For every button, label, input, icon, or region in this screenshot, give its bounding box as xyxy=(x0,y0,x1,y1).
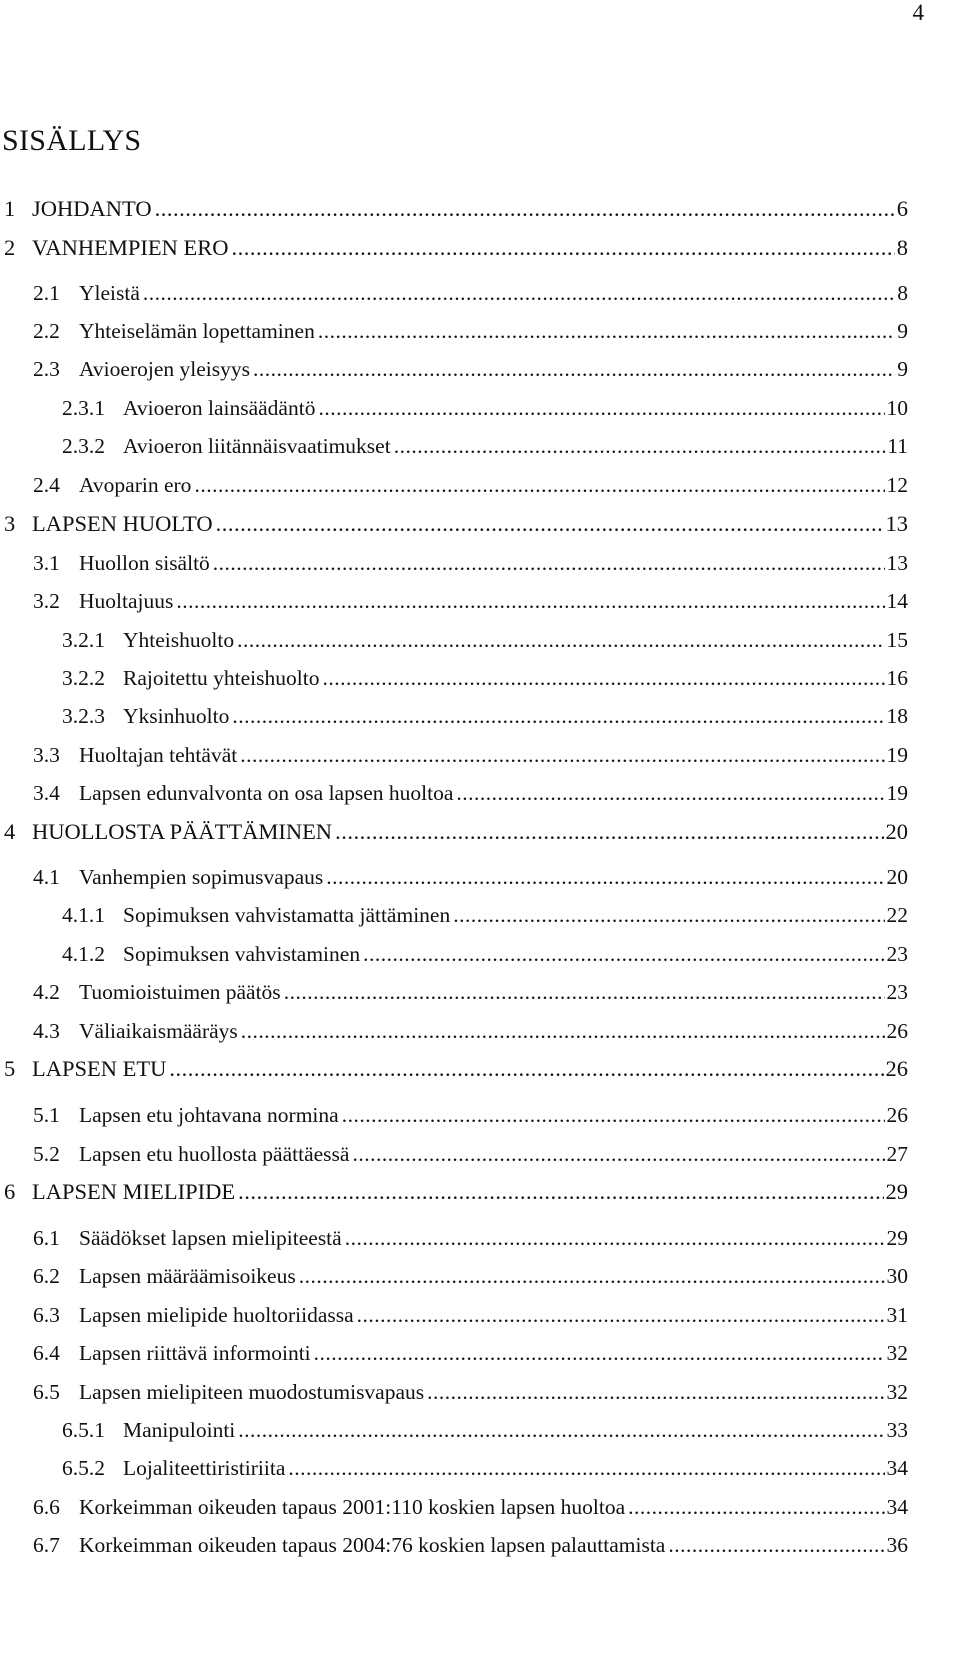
toc-entry[interactable] xyxy=(33,355,908,383)
toc-dot-leader xyxy=(427,1378,884,1406)
toc-dot-leader xyxy=(318,394,884,422)
toc-entry-title: Huoltajan tehtävät xyxy=(79,743,238,767)
toc-entry[interactable] xyxy=(33,1017,908,1045)
toc-entry-title: Lapsen mielipide huoltoriidassa xyxy=(79,1303,354,1327)
toc-entry-page: 13 xyxy=(886,551,908,575)
toc-dot-leader xyxy=(284,978,885,1006)
toc-dot-leader xyxy=(363,940,884,968)
toc-dot-leader xyxy=(345,1224,885,1252)
toc-entry-title: Yleistä xyxy=(79,281,140,305)
toc-entry-page: 34 xyxy=(886,1456,908,1480)
toc-entry-title: Lojaliteettiristiriita xyxy=(123,1456,286,1480)
toc-entry[interactable] xyxy=(33,863,908,891)
toc-dot-leader xyxy=(628,1493,884,1521)
toc-entry-title: HUOLLOSTA PÄÄTTÄMINEN xyxy=(32,819,333,844)
toc-entry-page: 26 xyxy=(886,1103,908,1127)
toc-entry[interactable] xyxy=(33,1101,908,1129)
toc-entry-page: 20 xyxy=(885,819,908,844)
toc-dot-leader xyxy=(394,432,886,460)
toc-entry-title: Lapsen etu huollosta päättäessä xyxy=(79,1142,350,1166)
toc-entry-number: 3.3 xyxy=(33,743,60,767)
toc-entry-number: 3.1 xyxy=(33,551,60,575)
toc-entry[interactable] xyxy=(33,978,908,1006)
toc-entry[interactable] xyxy=(33,549,908,577)
toc-entry-number: 2.1 xyxy=(33,281,60,305)
toc-entry-number: 3.2.3 xyxy=(62,704,105,728)
toc-entry-number: 5 xyxy=(4,1056,16,1081)
toc-entry-number: 2.3.1 xyxy=(62,396,105,420)
toc-entry-page: 27 xyxy=(886,1142,908,1166)
toc-entry-page: 18 xyxy=(886,704,908,728)
toc-entry-page: 26 xyxy=(885,1056,908,1081)
toc-entry[interactable] xyxy=(33,1262,908,1290)
toc-entry-title: Lapsen riittävä informointi xyxy=(79,1341,311,1365)
toc-dot-leader xyxy=(314,1339,885,1367)
toc-entry-number: 3.2 xyxy=(33,589,60,613)
toc-entry-number: 3.2.1 xyxy=(62,628,105,652)
toc-dot-leader xyxy=(231,234,894,262)
toc-entry-number: 1 xyxy=(4,196,16,221)
toc-entry-number: 3.2.2 xyxy=(62,666,105,690)
toc-entry-title: Sopimuksen vahvistamatta jättäminen xyxy=(123,903,451,927)
toc-dot-leader xyxy=(155,195,895,223)
toc-entry[interactable] xyxy=(4,1055,908,1083)
toc-dot-leader xyxy=(322,664,884,692)
toc-entry-number: 6 xyxy=(4,1179,16,1204)
toc-entry[interactable] xyxy=(62,394,908,422)
toc-dot-leader xyxy=(453,901,884,929)
toc-heading: SISÄLLYS xyxy=(2,124,142,157)
toc-entry-number: 6.4 xyxy=(33,1341,60,1365)
toc-entry-page: 8 xyxy=(896,235,908,260)
toc-entry-title: Korkeimman oikeuden tapaus 2004:76 koskien lapsen palauttamista xyxy=(79,1533,666,1557)
toc-entry-number: 3 xyxy=(4,511,16,536)
toc-entry[interactable] xyxy=(33,1378,908,1406)
toc-dot-leader xyxy=(237,626,884,654)
toc-entry-page: 19 xyxy=(886,743,908,767)
toc-entry-page: 16 xyxy=(886,666,908,690)
toc-entry-title: LAPSEN ETU xyxy=(32,1056,167,1081)
toc-entry[interactable] xyxy=(62,702,908,730)
toc-entry-page: 11 xyxy=(887,434,908,458)
toc-entry[interactable] xyxy=(4,1178,908,1206)
toc-entry-title: Lapsen etu johtavana normina xyxy=(79,1103,339,1127)
toc-entry-number: 5.2 xyxy=(33,1142,60,1166)
toc-entry[interactable] xyxy=(33,1531,908,1559)
toc-dot-leader xyxy=(326,863,884,891)
toc-entry-page: 34 xyxy=(886,1495,908,1519)
toc-entry-page: 9 xyxy=(897,319,908,343)
toc-entry[interactable] xyxy=(33,1140,908,1168)
toc-entry-title: LAPSEN HUOLTO xyxy=(32,511,213,536)
toc-entry-number: 4.1.2 xyxy=(62,942,105,966)
toc-entry[interactable] xyxy=(33,1493,908,1521)
toc-entry-title: Korkeimman oikeuden tapaus 2001:110 koskien lapsen huoltoa xyxy=(79,1495,626,1519)
toc-entry-title: Sopimuksen vahvistaminen xyxy=(123,942,361,966)
toc-entry-page: 19 xyxy=(886,781,908,805)
toc-dot-leader xyxy=(241,1017,885,1045)
toc-entry-number: 2 xyxy=(4,235,16,260)
toc-entry-page: 9 xyxy=(897,357,908,381)
toc-entry-number: 5.1 xyxy=(33,1103,60,1127)
toc-entry[interactable] xyxy=(33,317,908,345)
toc-entry-title: Rajoitettu yhteishuolto xyxy=(123,666,320,690)
toc-entry-number: 6.5.1 xyxy=(62,1418,105,1442)
toc-entry-number: 4.3 xyxy=(33,1019,60,1043)
toc-dot-leader xyxy=(238,1416,884,1444)
toc-entry-title: Avioerojen yleisyys xyxy=(79,357,250,381)
toc-entry[interactable] xyxy=(62,1416,908,1444)
toc-entry[interactable] xyxy=(4,510,908,538)
toc-entry[interactable] xyxy=(62,940,908,968)
toc-entry-number: 4.1 xyxy=(33,865,60,889)
toc-entry-number: 6.3 xyxy=(33,1303,60,1327)
toc-entry-page: 20 xyxy=(886,865,908,889)
toc-entry-page: 29 xyxy=(886,1226,908,1250)
toc-entry-title: Yhteishuolto xyxy=(123,628,235,652)
toc-entry[interactable] xyxy=(33,587,908,615)
toc-dot-leader xyxy=(176,587,884,615)
toc-entry-title: Avoparin ero xyxy=(79,473,192,497)
toc-entry-page: 12 xyxy=(886,473,908,497)
toc-entry-title: Huollon sisältö xyxy=(79,551,210,575)
toc-entry-number: 2.3.2 xyxy=(62,434,105,458)
toc-entry-number: 6.5.2 xyxy=(62,1456,105,1480)
toc-entry-title: Väliaikaismääräys xyxy=(79,1019,238,1043)
toc-dot-leader xyxy=(668,1531,884,1559)
toc-dot-leader xyxy=(216,510,884,538)
toc-dot-leader xyxy=(357,1301,885,1329)
toc-entry[interactable] xyxy=(62,432,908,460)
toc-entry-page: 26 xyxy=(886,1019,908,1043)
toc-entry-page: 6 xyxy=(896,196,908,221)
toc-entry-number: 2.3 xyxy=(33,357,60,381)
toc-entry-title: Lapsen mielipiteen muodostumisvapaus xyxy=(79,1380,425,1404)
toc-entry[interactable] xyxy=(62,664,908,692)
toc-entry-page: 29 xyxy=(885,1179,908,1204)
toc-entry[interactable] xyxy=(33,471,908,499)
toc-entry[interactable] xyxy=(33,1301,908,1329)
toc-entry-number: 4 xyxy=(4,819,16,844)
toc-entry[interactable] xyxy=(4,234,908,262)
toc-entry-page: 23 xyxy=(886,980,908,1004)
toc-entry[interactable] xyxy=(33,279,908,307)
toc-entry[interactable] xyxy=(4,195,908,223)
toc-entry[interactable] xyxy=(33,779,908,807)
toc-entry[interactable] xyxy=(33,1224,908,1252)
toc-entry-title: Yksinhuolto xyxy=(123,704,230,728)
toc-dot-leader xyxy=(299,1262,885,1290)
toc-dot-leader xyxy=(318,317,895,345)
toc-entry-title: Manipulointi xyxy=(123,1418,236,1442)
toc-entry-page: 33 xyxy=(886,1418,908,1442)
toc-entry-number: 6.6 xyxy=(33,1495,60,1519)
toc-dot-leader xyxy=(238,1178,883,1206)
toc-entry-title: Huoltajuus xyxy=(79,589,174,613)
toc-entry-number: 2.2 xyxy=(33,319,60,343)
toc-entry-number: 3.4 xyxy=(33,781,60,805)
toc-entry-page: 10 xyxy=(886,396,908,420)
toc-entry-number: 6.7 xyxy=(33,1533,60,1557)
toc-entry-title: Vanhempien sopimusvapaus xyxy=(79,865,324,889)
toc-entry-number: 4.2 xyxy=(33,980,60,1004)
toc-entry-title: Avioeron liitännäisvaatimukset xyxy=(123,434,391,458)
toc-entry-page: 14 xyxy=(886,589,908,613)
toc-entry-number: 6.1 xyxy=(33,1226,60,1250)
toc-dot-leader xyxy=(169,1055,883,1083)
toc-entry[interactable] xyxy=(62,1454,908,1482)
toc-dot-leader xyxy=(335,818,883,846)
toc-entry-title: Lapsen määräämisoikeus xyxy=(79,1264,296,1288)
toc-entry-title: Lapsen edunvalvonta on osa lapsen huoltoa xyxy=(79,781,454,805)
toc-entry[interactable] xyxy=(4,818,908,846)
toc-entry[interactable] xyxy=(33,741,908,769)
toc-entry[interactable] xyxy=(62,901,908,929)
toc-entry-page: 22 xyxy=(886,903,908,927)
toc-entry-page: 13 xyxy=(885,511,908,536)
toc-dot-leader xyxy=(288,1454,884,1482)
toc-entry-title: Yhteiselämän lopettaminen xyxy=(79,319,315,343)
toc-entry-title: Säädökset lapsen mielipiteestä xyxy=(79,1226,342,1250)
toc-entry-page: 8 xyxy=(897,281,908,305)
toc-dot-leader xyxy=(342,1101,885,1129)
toc-entry-number: 2.4 xyxy=(33,473,60,497)
toc-dot-leader xyxy=(253,355,895,383)
toc-dot-leader xyxy=(352,1140,884,1168)
toc-dot-leader xyxy=(194,471,884,499)
toc-entry-page: 36 xyxy=(886,1533,908,1557)
toc-entry-title: Tuomioistuimen päätös xyxy=(79,980,281,1004)
toc-entry-title: LAPSEN MIELIPIDE xyxy=(32,1179,236,1204)
toc-entry-page: 32 xyxy=(886,1380,908,1404)
toc-entry-page: 31 xyxy=(886,1303,908,1327)
toc-entry-number: 4.1.1 xyxy=(62,903,105,927)
toc-entry-page: 30 xyxy=(886,1264,908,1288)
toc-entry-title: Avioeron lainsäädäntö xyxy=(123,396,316,420)
toc-entry[interactable] xyxy=(62,626,908,654)
toc-entry-title: VANHEMPIEN ERO xyxy=(32,235,229,260)
toc-entry-page: 23 xyxy=(886,942,908,966)
toc-entry-number: 6.5 xyxy=(33,1380,60,1404)
toc-dot-leader xyxy=(456,779,884,807)
toc-entry-title: JOHDANTO xyxy=(32,196,152,221)
toc-entry-page: 32 xyxy=(886,1341,908,1365)
toc-entry-page: 15 xyxy=(886,628,908,652)
toc-dot-leader xyxy=(232,702,884,730)
toc-dot-leader xyxy=(213,549,885,577)
toc-entry-number: 6.2 xyxy=(33,1264,60,1288)
toc-dot-leader xyxy=(143,279,895,307)
toc-entry[interactable] xyxy=(33,1339,908,1367)
page-number: 4 xyxy=(912,0,924,25)
toc-dot-leader xyxy=(240,741,884,769)
